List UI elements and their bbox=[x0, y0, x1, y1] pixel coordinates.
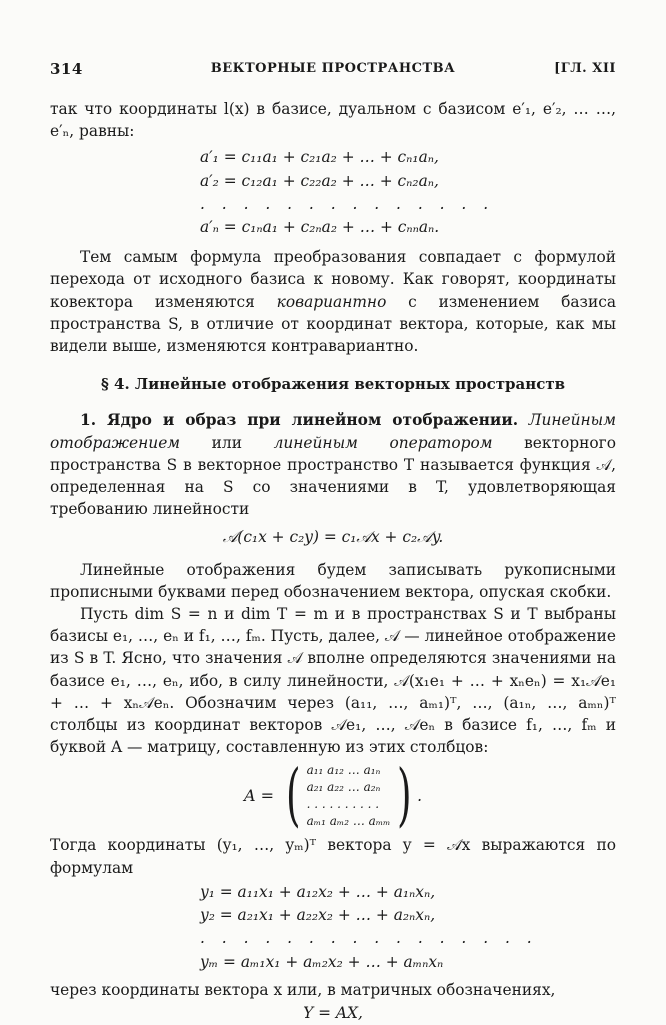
matrix-row: a₂₁ a₂₂ … a₂ₙ bbox=[306, 780, 381, 795]
paragraph-covariant bbox=[50, 246, 616, 357]
equation-line: a′₁ = c₁₁a₁ + c₂₁a₂ + … + cₙ₁aₙ, bbox=[200, 148, 439, 167]
section-heading: § 4. Линейные отображения векторных пространств bbox=[100, 375, 566, 394]
equation-dots: . . . . . . . . . . . . . . . . bbox=[200, 929, 538, 948]
equation-final: Y = AX, bbox=[303, 1003, 363, 1022]
paragraph-notation: Линейные отображения будем записывать рукописными прописными буквами перед обозначением вектора, опуская скобки. bbox=[50, 560, 616, 601]
matrix-A bbox=[50, 756, 616, 836]
left-paren: ( bbox=[286, 756, 301, 836]
emphasis: линейным оператором bbox=[273, 433, 493, 452]
paragraph-coordinates: Тогда координаты (y₁, …, yₘ)ᵀ вектора y = 𝒜x выражаются по формулам bbox=[50, 836, 616, 877]
matrix-row: a₁₁ a₁₂ … a₁ₙ bbox=[306, 763, 381, 778]
matrix-end: . bbox=[417, 787, 422, 806]
equation-line: a′ₙ = c₁ₙa₁ + c₂ₙa₂ + … + cₙₙaₙ. bbox=[200, 218, 440, 237]
paragraph-matrix-notation: через координаты вектора x или, в матричных обозначениях, bbox=[50, 980, 556, 999]
text-run: с изменением базиса пространства S, в отличие от координат вектора, которые, как мы видели выше, изменяются контравариантно. bbox=[50, 292, 616, 356]
equations-y bbox=[50, 881, 616, 973]
matrix-lhs: A = bbox=[244, 786, 275, 806]
text-run: Тем самым формула преобразования совпадает с формулой перехода от исходного базиса к новому. Как говорят, координаты ковектора изменяются bbox=[50, 248, 616, 311]
equation-line: y₂ = a₂₁x₁ + a₂₂x₂ + … + a₂ₙxₙ, bbox=[200, 906, 436, 925]
equation-line: yₘ = aₘ₁x₁ + aₘ₂x₂ + … + aₘₙxₙ bbox=[200, 952, 444, 971]
paragraph-definition bbox=[50, 409, 616, 520]
text-run: или bbox=[180, 433, 274, 452]
subsection-title: 1. Ядро и образ при линейном отображении. bbox=[80, 411, 519, 430]
equations-dual bbox=[50, 146, 616, 238]
matrix-body bbox=[307, 762, 391, 830]
right-paren: ) bbox=[396, 756, 412, 836]
running-title: ВЕКТОРНЫЕ ПРОСТРАНСТВА bbox=[210, 61, 456, 76]
equation-linearity: 𝒜(c₁x + c₂y) = c₁𝒜x + c₂𝒜y. bbox=[222, 528, 444, 547]
matrix-row: aₘ₁ aₘ₂ … aₘₘ bbox=[306, 814, 391, 829]
page-number: 314 bbox=[50, 60, 83, 78]
equation-line: y₁ = a₁₁x₁ + a₁₂x₂ + … + a₁ₙxₙ, bbox=[200, 882, 436, 901]
emphasis: ковариантно bbox=[276, 292, 387, 311]
paragraph-bases: Пусть dim S = n и dim T = m и в пространствах S и T выбраны базисы e₁, …, eₙ и f₁, …, fₘ. Пусть, далее, 𝒜 — линейное отображение из S в T. Ясно, что значения 𝒜 вполне определяются значениями на базисе e₁, …, eₙ, ибо, в силу линейности, 𝒜(x₁e₁ + … + xₙeₙ) = x₁𝒜e₁ + … + xₙ𝒜eₙ. Обозначим через (a₁₁, …, aₘ₁)ᵀ, …, (a₁ₙ, …, aₘₙ)ᵀ столбцы из координат векторов 𝒜e₁, …, 𝒜eₙ в базисе f₁, …, fₘ и буквой A — матрицу, составленную из этих столбцов: bbox=[50, 605, 616, 757]
text-run: векторного пространства S в векторное пространство T называется функция 𝒜, определенная на S со значениями в T, удовлетворяющая требованию линейности bbox=[50, 433, 616, 519]
page-body bbox=[50, 98, 616, 1025]
emphasis: Линейным отображением bbox=[50, 411, 616, 452]
equation-dots: . . . . . . . . . . . . . . bbox=[200, 194, 495, 213]
paragraph-dual-basis: так что координаты l(x) в базисе, дуальном с базисом e′₁, e′₂, … …, e′ₙ, равны: bbox=[50, 100, 616, 141]
chapter-ref: [ГЛ. XII bbox=[554, 61, 616, 76]
matrix-row: . . . . . . . . . . bbox=[306, 797, 380, 812]
equation-line: a′₂ = c₁₂a₁ + c₂₂a₂ + … + cₙ₂aₙ, bbox=[200, 171, 439, 190]
running-header bbox=[50, 60, 616, 80]
